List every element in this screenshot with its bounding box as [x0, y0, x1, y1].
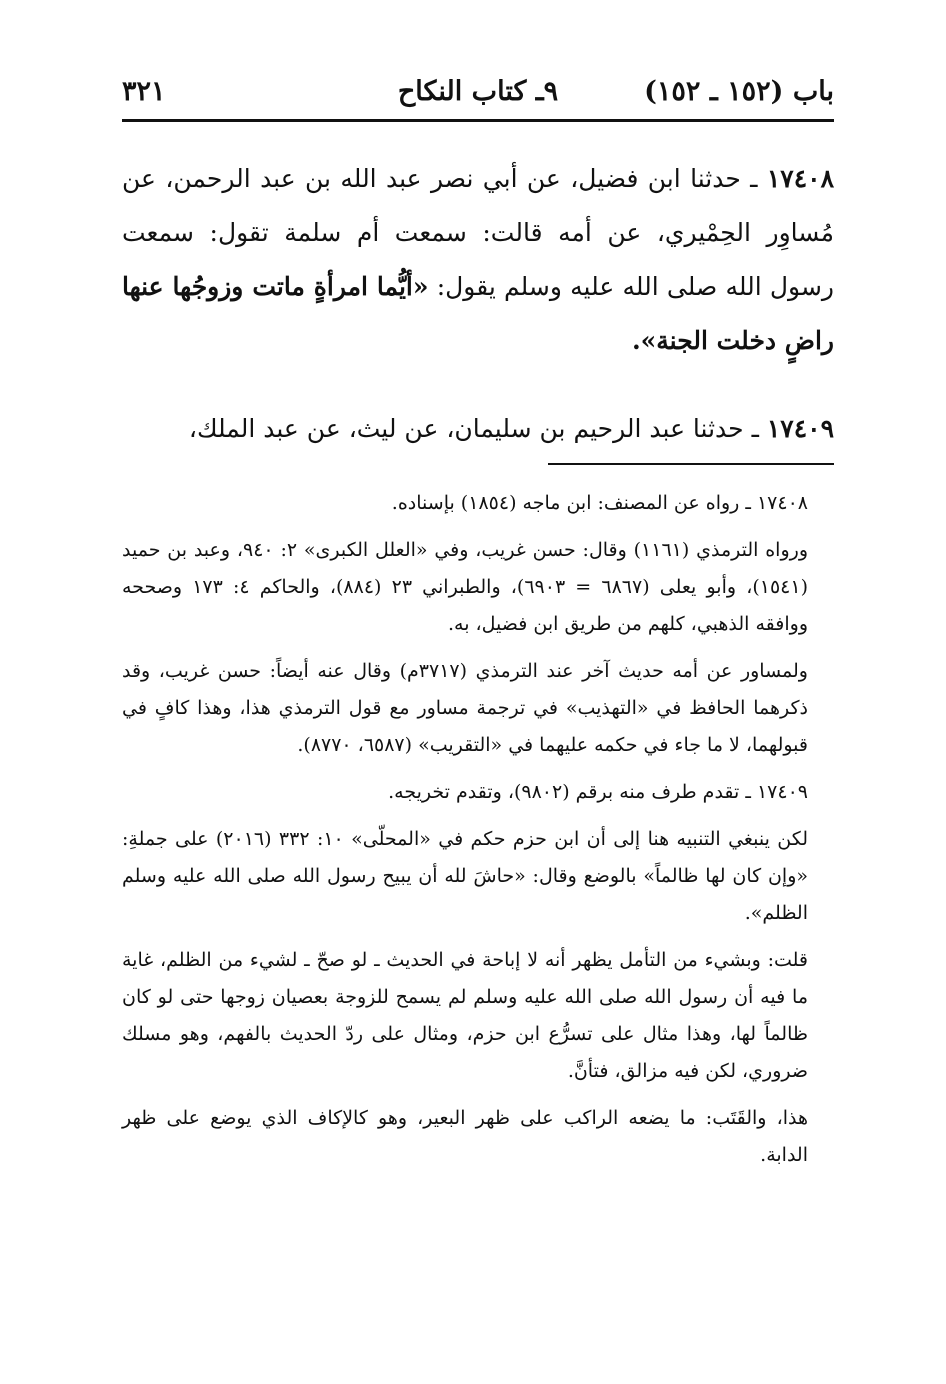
paragraph-gap	[122, 1090, 834, 1100]
paragraph-gap	[122, 522, 834, 532]
note-17409-paragraph: هذا، والقَتَب: ما يضعه الراكب على ظهر البعير، وهو كالإكاف الذي يوضع على ظهر الدابة.	[122, 1107, 808, 1166]
hadith-17409	[122, 402, 834, 456]
chapter-reference: باب (١٥٢ ـ ١٥٢)	[644, 76, 834, 107]
note-17408-lead: ١٧٤٠٨ ـ رواه عن المصنف: ابن ماجه (١٨٥٤) بإسناده.	[391, 492, 808, 514]
header-rule	[122, 119, 834, 122]
paragraph-gap	[122, 932, 834, 942]
paragraph-gap	[122, 764, 834, 774]
hadith-isnad: ـ حدثنا عبد الرحيم بن سليمان، عن ليث، عن عبد الملك،	[188, 414, 759, 443]
footnote-separator	[548, 463, 834, 465]
paragraph-gap	[122, 643, 834, 653]
paragraph-gap	[122, 811, 834, 821]
note-17409-paragraph: لكن ينبغي التنبيه هنا إلى أن ابن حزم حكم في «المحلّى» ١٠: ٣٣٢ (٢٠١٦) على جملةِ: «وإن كان لها ظالماً» بالوضع وقال: «حاشَ لله أن يبيح رسول الله صلى الله عليه وسلم الظلم».	[122, 828, 808, 924]
running-header	[122, 70, 834, 116]
page-number: ٣٢١	[122, 76, 166, 107]
hadith-matn: «أيُّما امرأةٍ ماتت وزوجُها عنها راضٍ دخلت الجنة».	[122, 272, 834, 355]
hadith-isnad: ـ حدثنا ابن فضيل، عن أبي نصر عبد الله بن عبد الرحمن، عن مُساوِر الحِمْيري، عن أمه قالت: سمعت أم سلمة تقول: سمعت رسول الله صلى الله عليه وسلم يقول:	[122, 164, 834, 301]
footnotes	[122, 485, 834, 1174]
paragraph-gap	[122, 368, 834, 402]
hadith-text	[122, 152, 834, 456]
note-17409-paragraph: قلت: وبشيء من التأمل يظهر أنه لا إباحة في الحديث ـ لو صحّ ـ لشيء من الظلم، غاية ما فيه أن رسول الله صلى الله عليه وسلم لم يسمح للزوجة بعصيان زوجها حتى لو كان ظالماً لها، وهذا مثال على تسرُّع ابن حزم، ومثال على ردّ الحديث بالفهم، وهو مسلك ضروري، لكن فيه مزالق، فتأنَّ.	[122, 949, 808, 1082]
note-17408-paragraph: ورواه الترمذي (١١٦١) وقال: حسن غريب، وفي «العلل الكبرى» ٢: ٩٤٠، وعبد بن حميد (١٥٤١)، وأبو يعلى (٦٨٦٧ = ٦٩٠٣)، والطبراني ٢٣ (٨٨٤)، والحاكم ٤: ١٧٣ وصححه ووافقه الذهبي، كلهم من طريق ابن فضيل، به.	[122, 539, 808, 635]
note-17408-paragraph: ولمساور عن أمه حديث آخر عند الترمذي (٣٧١٧م) وقال عنه أيضاً: حسن غريب، وقد ذكرهما الحافظ في «التهذيب» في ترجمة مساور مع قول الترمذي هذا، وهذا كافٍ في قبولهما، لا ما جاء في حكمه عليهما في «التقريب» (٦٥٨٧، ٨٧٧٠).	[122, 660, 808, 756]
hadith-number: ١٧٤٠٩	[766, 414, 834, 443]
note-17409-lead: ١٧٤٠٩ ـ تقدم طرف منه برقم (٩٨٠٢)، وتقدم تخريجه.	[388, 781, 808, 803]
book-title: ٩ـ كتاب النكاح	[397, 76, 559, 107]
hadith-number: ١٧٤٠٨	[766, 164, 835, 193]
hadith-17408	[122, 152, 834, 368]
